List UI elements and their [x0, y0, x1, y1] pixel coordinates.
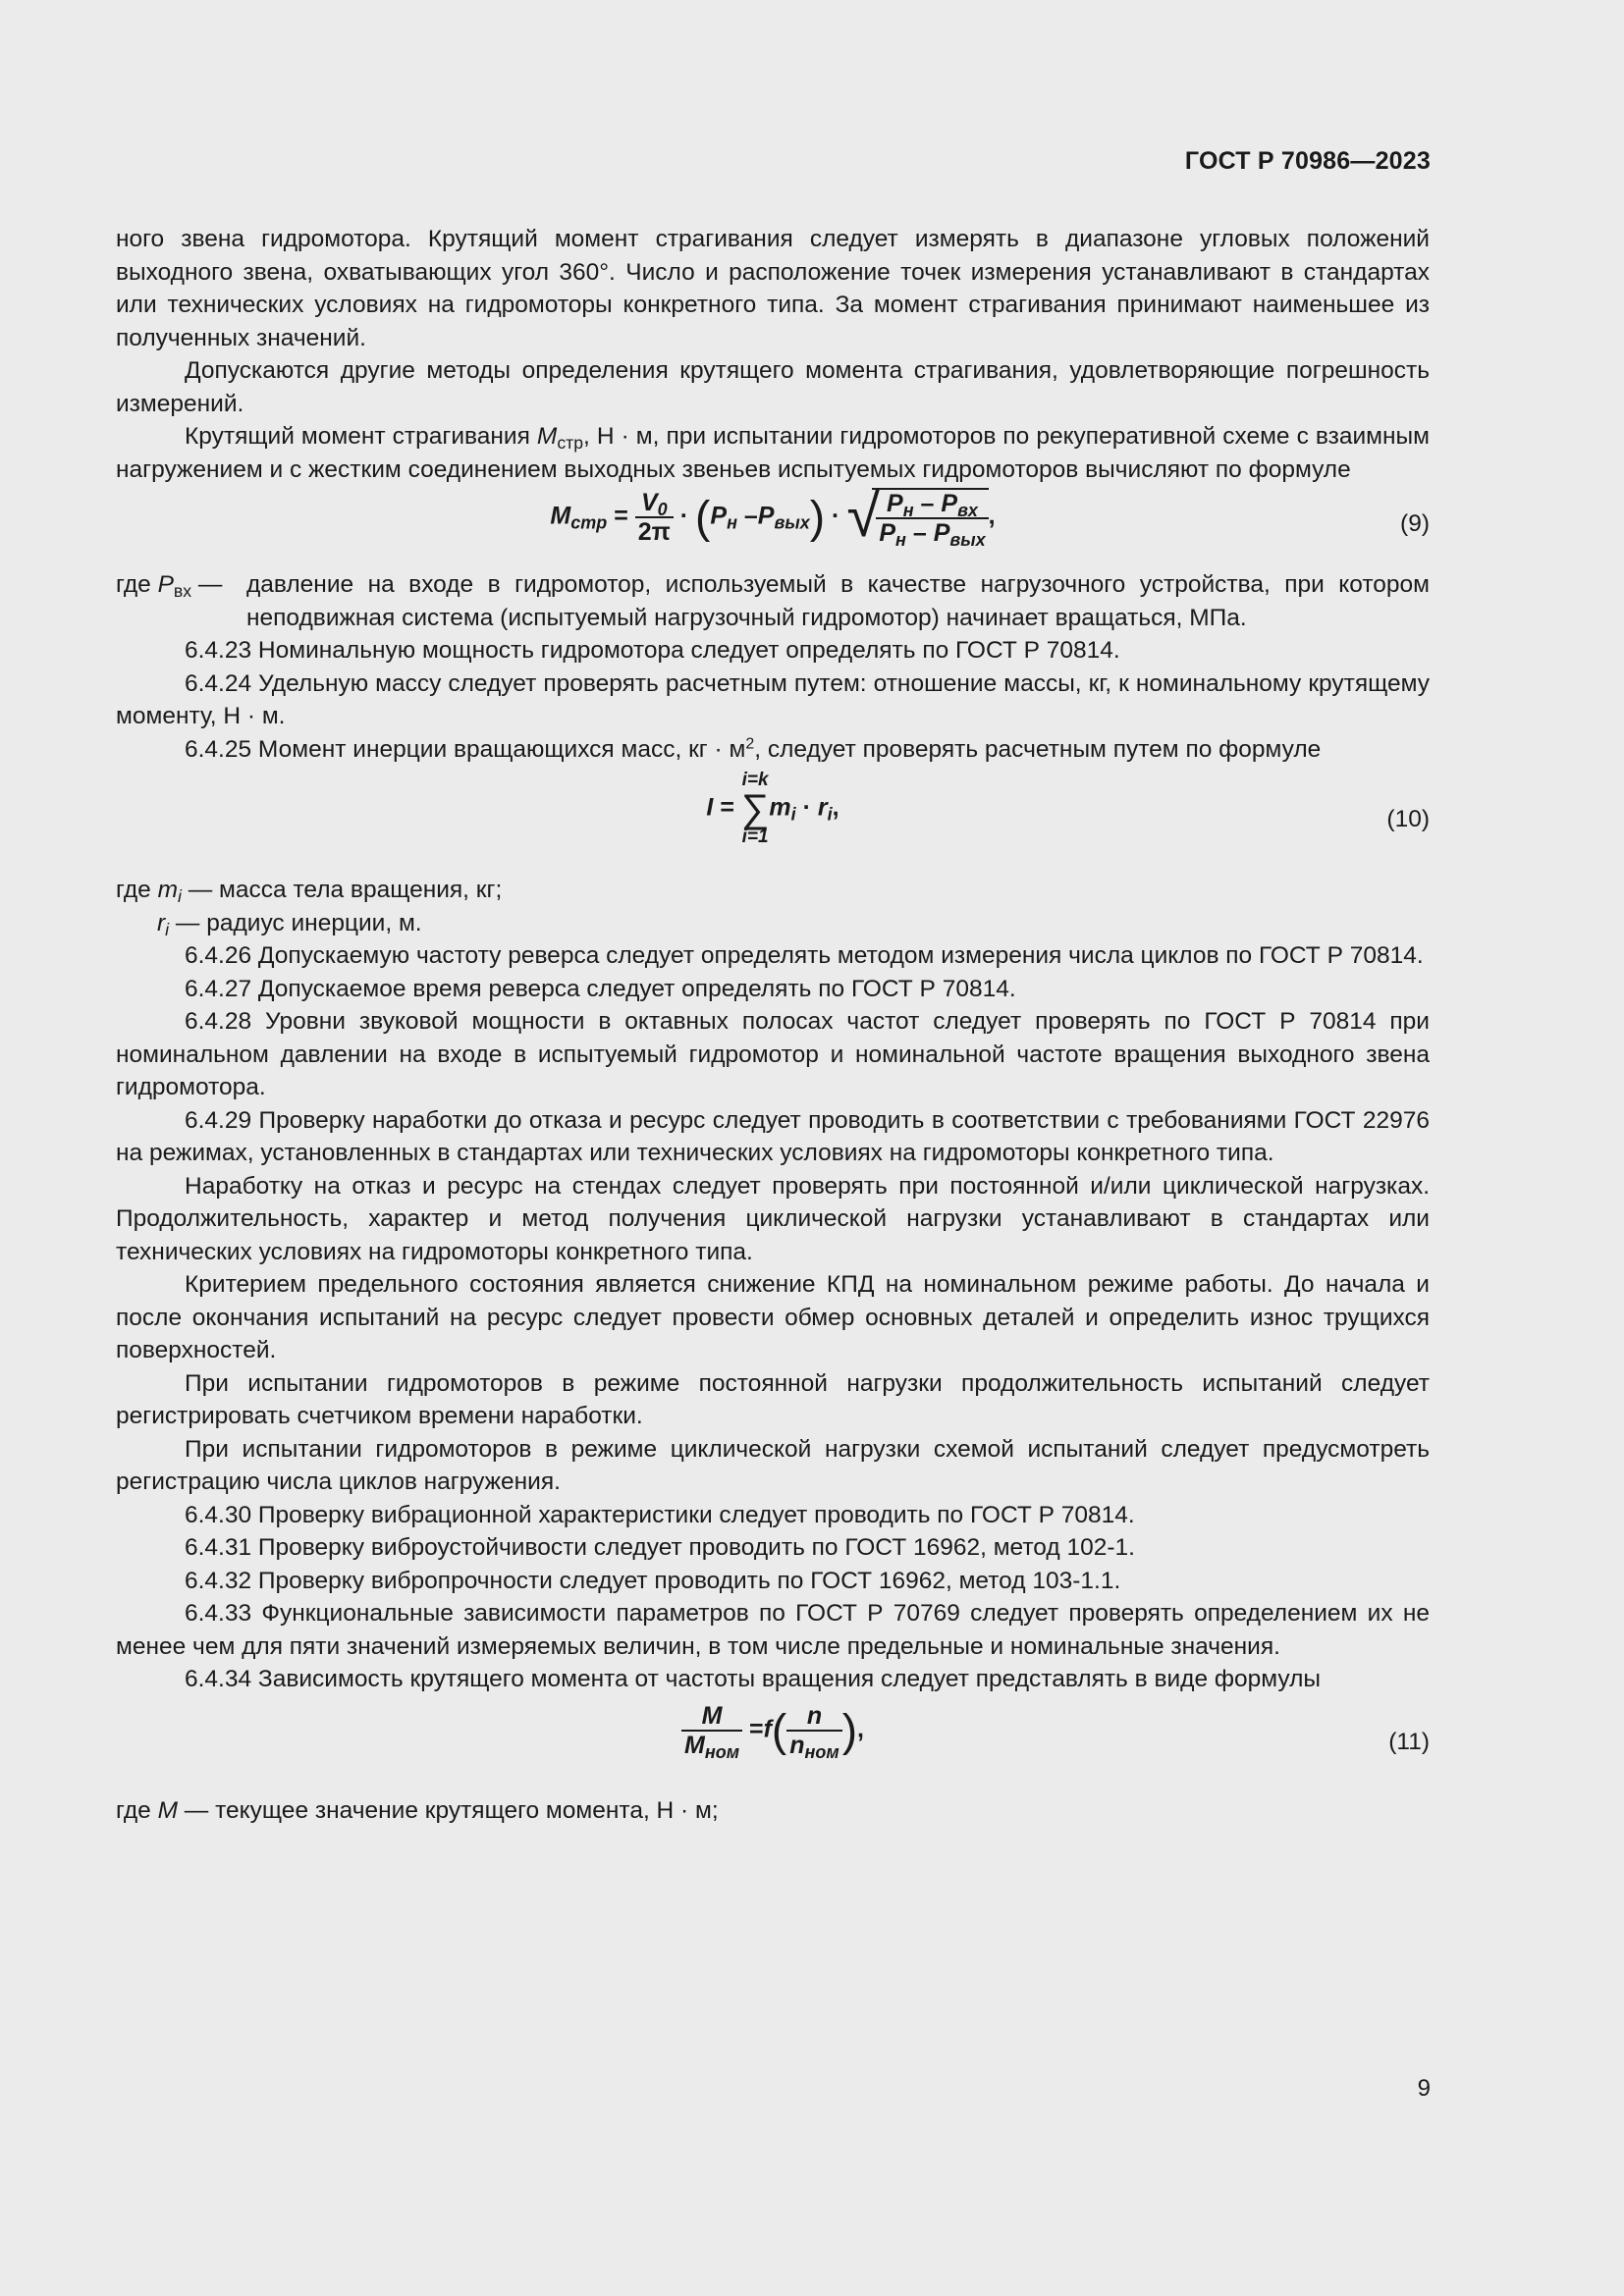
where-clause: где $m_i$ — масса тела вращения, кг;: [116, 877, 503, 906]
section-6-4-24: 6.4.24 Удельную массу следует проверять расчетным путем: отношение массы, кг, к номинальному крутящему моменту, Н · м.: [116, 669, 1430, 729]
section-6-4-25: 6.4.25 Момент инерции вращающихся масс, кг · $м^2$, следует проверять расчетным путем по формуле: [185, 734, 1322, 763]
paragraph: Крутящий момент страгивания $M_{стр}$, Н · м, при испытании гидромоторов по рекуперативной схеме с взаимным нагружением и с жестким соединением выходных звеньев испытуемых гидромоторов вычисляют по формуле: [116, 423, 1430, 483]
where-clause: где M — текущее значение крутящего момента, Н · м;: [116, 1796, 719, 1824]
formula-11: $\frac{M}{M_{ном}}$ =f( $\frac{n}{n_{ном}}$ ), (11): [116, 1696, 1430, 1794]
formula-10: I = i=k ∑ i=1 $m_i \cdot r_i$, (10): [706, 770, 1430, 847]
formula-9: $M_{стр}$ = $\frac{V_0}{2\pi}$ · ($P_н$ $-P_{вых}$) · √ $\frac{P_н - P_{вх}}{P_н - P_{вых}}$ , (9): [550, 482, 1430, 551]
paragraph: При испытании гидромоторов в режиме постоянной нагрузки продолжительность испытаний следует регистрировать счетчиком времени наработки.: [116, 1369, 1430, 1429]
section-6-4-31: 6.4.31 Проверку виброустойчивости следует проводить по ГОСТ 16962, метод 102-1.: [185, 1534, 1135, 1561]
where-clause: где $P_{вх}$ — давление на входе в гидромотор, используемый в качестве нагрузочного устройства, при котором неподвижная система (испытуемый нагрузочный гидромотор) начинает вращаться, МПа.: [116, 571, 1430, 631]
section-6-4-27: 6.4.27 Допускаемое время реверса следует определять по ГОСТ Р 70814.: [185, 975, 1016, 1002]
page-number: 9: [1417, 2075, 1431, 2102]
paragraph: При испытании гидромоторов в режиме циклической нагрузки схемой испытаний следует предусмотреть регистрацию числа циклов нагружения.: [116, 1435, 1430, 1495]
paragraph: Допускаются другие методы определения крутящего момента страгивания, удовлетворяющие погрешность измерений.: [116, 357, 1430, 417]
paragraph: Наработку на отказ и ресурс на стендах следует проверять при постоянной и/или циклической нагрузках. Продолжительность, характер и метод получения циклической нагрузки устанавливают в стандартах или технических условиях на гидромоторы конкретного типа.: [116, 1172, 1430, 1265]
section-6-4-34: 6.4.34 Зависимость крутящего момента от частоты вращения следует представлять в виде формулы: [185, 1666, 1322, 1692]
section-6-4-26: 6.4.26 Допускаемую частоту реверса следует определять методом измерения числа циклов по ГОСТ Р 70814.: [185, 942, 1424, 969]
formula-number: (9): [1400, 510, 1430, 537]
section-6-4-30: 6.4.30 Проверку вибрационной характеристики следует проводить по ГОСТ Р 70814.: [185, 1501, 1135, 1528]
paragraph: Критерием предельного состояния является снижение КПД на номинальном режиме работы. До начала и после окончания испытаний на ресурс следует провести обмер основных деталей и определить износ трущихся поверхностей.: [116, 1271, 1430, 1363]
section-6-4-28: 6.4.28 Уровни звуковой мощности в октавных полосах частот следует проверять по ГОСТ Р 70814 при номинальном давлении на входе в испытуемый гидромотор и номинальной частоте вращения выходного звена гидромотора.: [116, 1008, 1430, 1100]
document-header: ГОСТ Р 70986—2023: [1184, 147, 1431, 175]
section-6-4-32: 6.4.32 Проверку вибропрочности следует проводить по ГОСТ 16962, метод 103-1.1.: [185, 1567, 1121, 1594]
section-6-4-33: 6.4.33 Функциональные зависимости параметров по ГОСТ Р 70769 следует проверять определением их не менее чем для пяти значений измеряемых величин, в том числе предельные и номинальные значения.: [116, 1600, 1430, 1660]
formula-number: (10): [1386, 806, 1430, 832]
section-6-4-29: 6.4.29 Проверку наработки до отказа и ресурс следует проводить в соответствии с требованиями ГОСТ 22976 на режимах, установленных в стандартах или технических условиях на гидромоторы конкретного типа.: [116, 1106, 1430, 1166]
formula-number: (11): [1388, 1728, 1430, 1755]
section-6-4-23: 6.4.23 Номинальную мощность гидромотора следует определять по ГОСТ Р 70814.: [185, 637, 1120, 664]
where-clause: $r_i$ — радиус инерции, м.: [157, 909, 422, 939]
document-body: [116, 223, 1430, 1827]
paragraph: ного звена гидромотора. Крутящий момент страгивания следует измерять в диапазоне угловых положений выходного звена, охватывающих угол 360°. Число и расположение точек измерения устанавливают в стандартах или технических условиях на гидромоторы конкретного типа. За момент страгивания принимают наименьшее из полученных значений.: [116, 226, 1430, 351]
